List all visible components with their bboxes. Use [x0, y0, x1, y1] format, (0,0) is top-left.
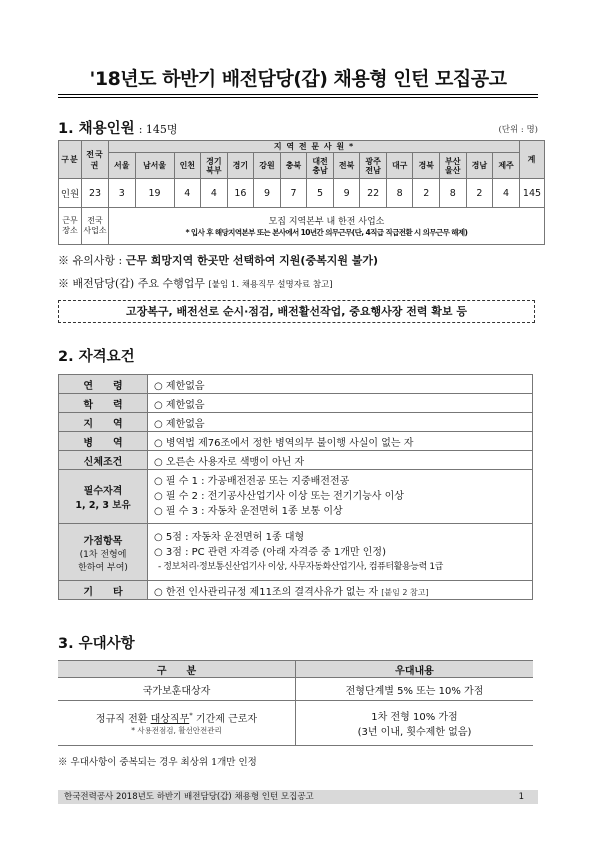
- region-count: 5: [307, 179, 334, 208]
- pref-row1-category: 국가보훈대상자: [58, 678, 296, 701]
- loc-description: 모집 지역본부 내 한전 사업소: [268, 217, 385, 227]
- etc-row: [59, 581, 533, 600]
- etc-label: 기 타: [59, 581, 148, 600]
- caution-prefix: ※ 유의사항 :: [58, 254, 126, 267]
- region-header: 남서울: [135, 153, 174, 179]
- bonus-points-label: 가점항목 (1차 전형에 한하여 부여): [59, 524, 148, 581]
- section1-heading: [58, 117, 178, 138]
- duty-prefix: ※ 배전담당(갑) 주요 수행업무: [58, 277, 209, 290]
- preference-table: [58, 660, 533, 746]
- region-count: 19: [135, 179, 174, 208]
- nationwide-count: 23: [82, 179, 109, 208]
- qualification-table: [58, 374, 533, 600]
- preference-row: [58, 701, 533, 746]
- preference-row: [58, 678, 533, 701]
- section3-heading: 3. 우대사항: [58, 636, 135, 652]
- preference-header: [58, 661, 533, 678]
- loc-obligation-note: * 입사 후 해당지역본부 또는 본사에서 10년간 의무근무(단, 4직급 직급전환 시 의무근무 해제): [185, 228, 468, 237]
- footer-title: 한국전력공사 2018년도 하반기 배전담당(갑) 채용형 인턴 모집공고: [64, 792, 314, 802]
- section1-count: : 145명: [138, 123, 178, 136]
- qualification-value: ○ 제한없음: [148, 413, 533, 432]
- duty-ref: [붙임 1. 채용직무 설명자료 참고]: [208, 280, 333, 290]
- region-count: 7: [280, 179, 307, 208]
- page-title: '18년도 하반기 배전담당(갑) 채용형 인턴 모집공고: [89, 68, 507, 90]
- region-header-row: [59, 153, 545, 179]
- qualification-label: 신체조건: [59, 451, 148, 470]
- duty-note: [58, 275, 333, 291]
- qualification-value: ○ 오른손 사용자로 색맹이 아닌 자: [148, 451, 533, 470]
- qualification-row: [59, 413, 533, 432]
- preference-note: ※ 우대사항이 중복되는 경우 최상위 1개만 인정: [58, 757, 257, 768]
- qualification-row: [59, 375, 533, 394]
- region-count: 8: [440, 179, 467, 208]
- region-count: 4: [201, 179, 228, 208]
- qualification-value: ○ 제한없음: [148, 394, 533, 413]
- region-count: 9: [333, 179, 360, 208]
- pref-row2-category: 정규직 전환 대상직무* 기간제 근로자 * 사용전점검, 활선안전관리: [58, 701, 296, 746]
- region-count: 2: [466, 179, 493, 208]
- col-total: 계: [520, 141, 545, 179]
- loc-nationwide: 전국 사업소: [82, 208, 109, 245]
- region-count: 16: [227, 179, 254, 208]
- region-header: 전북: [333, 153, 360, 179]
- region-header: 제주: [493, 153, 520, 179]
- region-header: 경북: [413, 153, 440, 179]
- loc-label: 근무 장소: [59, 208, 82, 245]
- region-count: 4: [174, 179, 201, 208]
- region-header: 대전 충남: [307, 153, 334, 179]
- region-count: 4: [493, 179, 520, 208]
- region-count: 3: [109, 179, 136, 208]
- qualification-value: ○ 병역법 제76조에서 정한 병역의무 불이행 사실이 없는 자: [148, 432, 533, 451]
- qualification-value: ○ 제한없음: [148, 375, 533, 394]
- required-cert-row: [59, 470, 533, 524]
- col-nationwide: 전국권: [82, 141, 109, 179]
- qualification-row: [59, 394, 533, 413]
- page-footer: [58, 790, 538, 804]
- qualification-label: 병 역: [59, 432, 148, 451]
- qualification-row: [59, 432, 533, 451]
- caution-note: [58, 252, 378, 268]
- region-header: 충북: [280, 153, 307, 179]
- bonus-points-list: ○ 5점 : 자동차 운전면허 1종 대형 ○ 3점 : PC 관련 자격증 (아래 자격증 중 1개만 인정) - 정보처리·정보통신산업기사 이상, 사무자동화산업기사, 컴퓨터활용능력 1급: [148, 524, 533, 581]
- title-divider: [58, 94, 538, 98]
- qualification-label: 학 력: [59, 394, 148, 413]
- col-gubun: 구분: [59, 141, 82, 179]
- section1-title: 1. 채용인원: [58, 121, 135, 137]
- etc-text: ○ 한전 인사관리규정 제11조의 결격사유가 없는 자 [붙임 2 참고]: [148, 581, 533, 600]
- required-cert-label: 필수자격 1, 2, 3 보유: [59, 470, 148, 524]
- region-group-header: 지 역 전 문 사 원 *: [109, 141, 520, 153]
- region-header: 인천: [174, 153, 201, 179]
- section2-heading: 2. 자격요건: [58, 349, 135, 365]
- location-row: [59, 208, 545, 245]
- qualification-label: 연 령: [59, 375, 148, 394]
- region-header: 서울: [109, 153, 136, 179]
- pref-row2-benefit: 1차 전형 10% 가점 (3년 이내, 횟수제한 없음): [296, 701, 534, 746]
- region-header: 강원: [254, 153, 281, 179]
- count-row: [59, 179, 545, 208]
- total-count: 145: [520, 179, 545, 208]
- recruitment-table: [58, 140, 545, 245]
- caution-text: 근무 희망지역 한곳만 선택하여 지원(중복지원 불가): [125, 254, 379, 267]
- loc-regional: [109, 208, 545, 245]
- region-count: 8: [386, 179, 413, 208]
- pref-col-category: 구 분: [58, 661, 296, 678]
- bonus-points-row: [59, 524, 533, 581]
- region-header: 부산 울산: [440, 153, 467, 179]
- region-header: 경남: [466, 153, 493, 179]
- qualification-row: [59, 451, 533, 470]
- pref-row1-benefit: 전형단계별 5% 또는 10% 가점: [296, 678, 534, 701]
- region-header: 광주 전남: [360, 153, 387, 179]
- row-label-count: 인원: [59, 179, 82, 208]
- qualification-label: 지 역: [59, 413, 148, 432]
- pref-col-benefit: 우대내용: [296, 661, 534, 678]
- region-count: 9: [254, 179, 281, 208]
- duty-box: 고장복구, 배전선로 순시·점검, 배전활선작업, 중요행사장 전력 확보 등: [58, 300, 535, 323]
- region-count: 2: [413, 179, 440, 208]
- region-header: 대구: [386, 153, 413, 179]
- region-header: 경기 북부: [201, 153, 228, 179]
- page-number: 1: [518, 792, 524, 802]
- required-cert-list: ○ 필 수 1 : 가공배전전공 또는 지중배전전공 ○ 필 수 2 : 전기공사산업기사 이상 또는 전기기능사 이상 ○ 필 수 3 : 자동차 운전면허 1종 보통 이상: [148, 470, 533, 524]
- region-header: 경기: [227, 153, 254, 179]
- region-count: 22: [360, 179, 387, 208]
- unit-note: (단위 : 명): [498, 125, 538, 135]
